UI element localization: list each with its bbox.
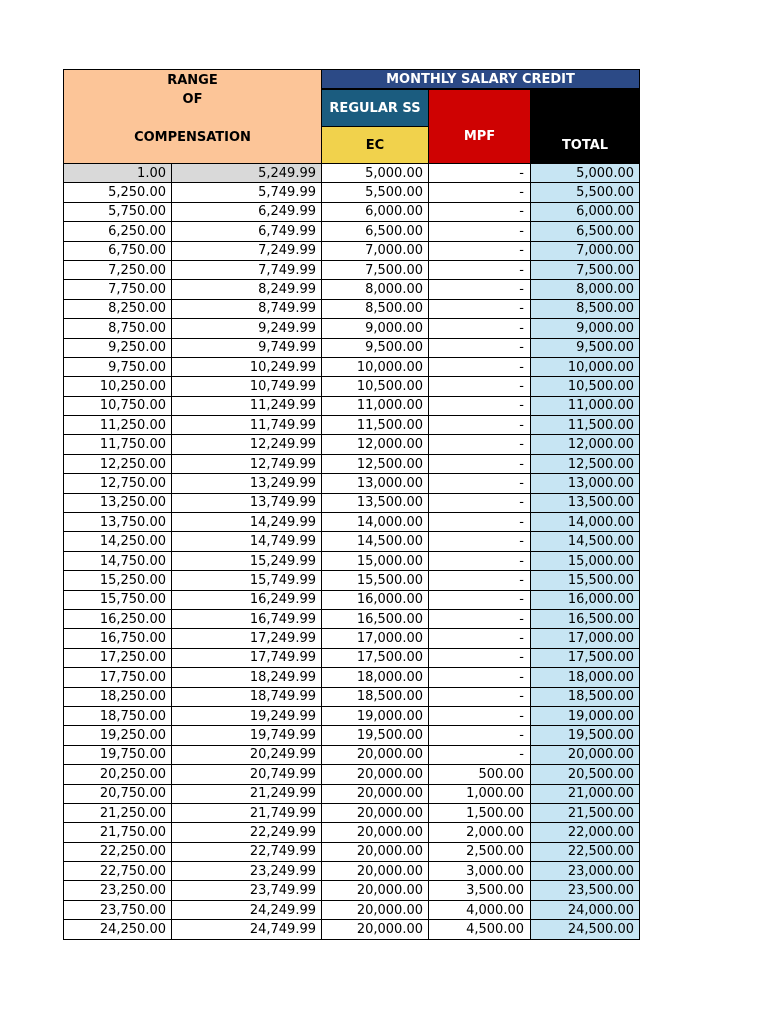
total-cell: 10,000.00 — [531, 357, 640, 376]
range-header-spacer — [64, 109, 321, 128]
range-from-cell: 15,250.00 — [64, 571, 172, 590]
range-to-cell: 5,749.99 — [172, 183, 322, 202]
mpf-cell: - — [429, 648, 531, 667]
mpf-cell: - — [429, 183, 531, 202]
table-row — [64, 687, 640, 706]
table-row — [64, 396, 640, 415]
range-header-line-1: RANGE — [167, 73, 218, 88]
range-to-cell: 8,749.99 — [172, 299, 322, 318]
ec-cell: 11,000.00 — [322, 396, 429, 415]
range-from-cell: 14,750.00 — [64, 551, 172, 570]
range-to-cell: 6,749.99 — [172, 222, 322, 241]
range-to-cell: 18,249.99 — [172, 668, 322, 687]
total-cell: 8,000.00 — [531, 280, 640, 299]
total-cell: 18,500.00 — [531, 687, 640, 706]
mpf-cell: - — [429, 164, 531, 183]
total-cell: 24,000.00 — [531, 900, 640, 919]
range-from-cell: 1.00 — [64, 164, 172, 183]
range-from-cell: 9,750.00 — [64, 357, 172, 376]
range-from-cell: 9,250.00 — [64, 338, 172, 357]
range-to-cell: 9,749.99 — [172, 338, 322, 357]
range-to-cell: 17,749.99 — [172, 648, 322, 667]
table-row — [64, 164, 640, 183]
total-cell: 7,500.00 — [531, 260, 640, 279]
ec-cell: 5,000.00 — [322, 164, 429, 183]
range-to-cell: 12,749.99 — [172, 454, 322, 473]
total-cell: 15,000.00 — [531, 551, 640, 570]
total-cell: 22,500.00 — [531, 842, 640, 861]
range-from-cell: 19,750.00 — [64, 745, 172, 764]
table-row — [64, 513, 640, 532]
mpf-cell: - — [429, 241, 531, 260]
range-from-cell: 7,750.00 — [64, 280, 172, 299]
range-to-cell: 17,249.99 — [172, 629, 322, 648]
table-row — [64, 280, 640, 299]
range-from-cell: 13,250.00 — [64, 493, 172, 512]
total-cell: 14,500.00 — [531, 532, 640, 551]
range-to-cell: 10,249.99 — [172, 357, 322, 376]
range-from-cell: 5,250.00 — [64, 183, 172, 202]
ec-cell: 16,000.00 — [322, 590, 429, 609]
range-from-cell: 20,250.00 — [64, 765, 172, 784]
total-cell: 11,000.00 — [531, 396, 640, 415]
range-from-cell: 23,750.00 — [64, 900, 172, 919]
range-from-cell: 24,250.00 — [64, 920, 172, 939]
total-cell: 9,500.00 — [531, 338, 640, 357]
total-cell: 6,500.00 — [531, 222, 640, 241]
range-to-cell: 12,249.99 — [172, 435, 322, 454]
range-from-cell: 22,750.00 — [64, 862, 172, 881]
total-cell: 15,500.00 — [531, 571, 640, 590]
ec-cell: 14,000.00 — [322, 513, 429, 532]
table-row — [64, 648, 640, 667]
range-to-cell: 6,249.99 — [172, 202, 322, 221]
range-to-cell: 7,749.99 — [172, 260, 322, 279]
ec-cell: 15,000.00 — [322, 551, 429, 570]
table-row — [64, 629, 640, 648]
total-cell: 7,000.00 — [531, 241, 640, 260]
table-row — [64, 222, 640, 241]
table-row — [64, 784, 640, 803]
ec-cell: 20,000.00 — [322, 842, 429, 861]
mpf-cell: - — [429, 590, 531, 609]
monthly-salary-credit-header: MONTHLY SALARY CREDIT — [322, 70, 640, 90]
total-cell: 9,000.00 — [531, 319, 640, 338]
mpf-cell: - — [429, 435, 531, 454]
ec-cell: 8,500.00 — [322, 299, 429, 318]
ec-cell: 16,500.00 — [322, 609, 429, 628]
ec-cell: 18,000.00 — [322, 668, 429, 687]
mpf-cell: - — [429, 513, 531, 532]
mpf-cell: 4,000.00 — [429, 900, 531, 919]
total-cell: 17,000.00 — [531, 629, 640, 648]
total-cell: 16,500.00 — [531, 609, 640, 628]
range-to-cell: 21,749.99 — [172, 803, 322, 822]
range-to-cell: 23,749.99 — [172, 881, 322, 900]
total-cell: 23,000.00 — [531, 862, 640, 881]
mpf-cell: - — [429, 416, 531, 435]
mpf-header-label: MPF — [463, 129, 496, 144]
ec-cell: 6,000.00 — [322, 202, 429, 221]
ec-cell: 12,000.00 — [322, 435, 429, 454]
mpf-cell: 500.00 — [429, 765, 531, 784]
range-to-cell: 7,249.99 — [172, 241, 322, 260]
range-to-cell: 14,749.99 — [172, 532, 322, 551]
table-row — [64, 454, 640, 473]
ec-cell: 17,500.00 — [322, 648, 429, 667]
ec-cell: 18,500.00 — [322, 687, 429, 706]
total-cell: 13,500.00 — [531, 493, 640, 512]
total-cell: 18,000.00 — [531, 668, 640, 687]
total-cell: 11,500.00 — [531, 416, 640, 435]
table-row — [64, 493, 640, 512]
mpf-cell: 4,500.00 — [429, 920, 531, 939]
range-to-cell: 22,249.99 — [172, 823, 322, 842]
range-from-cell: 11,250.00 — [64, 416, 172, 435]
mpf-cell: - — [429, 629, 531, 648]
table-row — [64, 726, 640, 745]
total-cell: 21,500.00 — [531, 803, 640, 822]
total-cell: 14,000.00 — [531, 513, 640, 532]
mpf-cell: - — [429, 668, 531, 687]
ec-cell: 9,500.00 — [322, 338, 429, 357]
range-from-cell: 16,250.00 — [64, 609, 172, 628]
mpf-cell: - — [429, 202, 531, 221]
mpf-cell: - — [429, 551, 531, 570]
mpf-cell: - — [429, 745, 531, 764]
mpf-cell: - — [429, 260, 531, 279]
mpf-cell: - — [429, 222, 531, 241]
range-to-cell: 20,249.99 — [172, 745, 322, 764]
ec-cell: 20,000.00 — [322, 765, 429, 784]
table-row — [64, 474, 640, 493]
table-row — [64, 920, 640, 939]
mpf-cell: - — [429, 396, 531, 415]
mpf-cell: 2,500.00 — [429, 842, 531, 861]
mpf-cell: - — [429, 706, 531, 725]
table-row — [64, 551, 640, 570]
table-row — [64, 183, 640, 202]
table-row — [64, 299, 640, 318]
range-from-cell: 18,750.00 — [64, 706, 172, 725]
mpf-cell: 1,000.00 — [429, 784, 531, 803]
total-header: TOTAL — [531, 89, 640, 164]
range-to-cell: 23,249.99 — [172, 862, 322, 881]
table-row — [64, 416, 640, 435]
range-from-cell: 10,750.00 — [64, 396, 172, 415]
range-to-cell: 10,749.99 — [172, 377, 322, 396]
mpf-cell: - — [429, 338, 531, 357]
ec-cell: 11,500.00 — [322, 416, 429, 435]
ec-cell: 7,500.00 — [322, 260, 429, 279]
ec-cell: 6,500.00 — [322, 222, 429, 241]
total-cell: 20,500.00 — [531, 765, 640, 784]
range-to-cell: 21,249.99 — [172, 784, 322, 803]
ec-cell: 17,000.00 — [322, 629, 429, 648]
range-to-cell: 11,249.99 — [172, 396, 322, 415]
ec-cell: 20,000.00 — [322, 862, 429, 881]
range-to-cell: 15,749.99 — [172, 571, 322, 590]
ec-cell: 10,000.00 — [322, 357, 429, 376]
total-cell: 17,500.00 — [531, 648, 640, 667]
table-row — [64, 706, 640, 725]
ec-cell: 12,500.00 — [322, 454, 429, 473]
salary-credit-table — [63, 69, 640, 940]
ec-cell: 5,500.00 — [322, 183, 429, 202]
range-to-cell: 19,749.99 — [172, 726, 322, 745]
mpf-cell: - — [429, 319, 531, 338]
table-row — [64, 241, 640, 260]
range-to-cell: 22,749.99 — [172, 842, 322, 861]
table-row — [64, 377, 640, 396]
ec-cell: 13,500.00 — [322, 493, 429, 512]
range-of-compensation-header — [64, 70, 322, 164]
total-cell: 22,000.00 — [531, 823, 640, 842]
range-header-line-2: OF — [182, 92, 203, 107]
ec-cell: 20,000.00 — [322, 823, 429, 842]
range-to-cell: 11,749.99 — [172, 416, 322, 435]
range-from-cell: 6,250.00 — [64, 222, 172, 241]
range-to-cell: 9,249.99 — [172, 319, 322, 338]
range-from-cell: 10,250.00 — [64, 377, 172, 396]
range-from-cell: 17,750.00 — [64, 668, 172, 687]
range-to-cell: 15,249.99 — [172, 551, 322, 570]
mpf-cell: 2,000.00 — [429, 823, 531, 842]
total-cell: 19,500.00 — [531, 726, 640, 745]
ec-cell: 19,500.00 — [322, 726, 429, 745]
mpf-cell: - — [429, 357, 531, 376]
range-to-cell: 19,249.99 — [172, 706, 322, 725]
range-from-cell: 22,250.00 — [64, 842, 172, 861]
table-row — [64, 532, 640, 551]
range-to-cell: 20,749.99 — [172, 765, 322, 784]
table-row — [64, 609, 640, 628]
ec-cell: 10,500.00 — [322, 377, 429, 396]
total-cell: 21,000.00 — [531, 784, 640, 803]
range-from-cell: 17,250.00 — [64, 648, 172, 667]
range-from-cell: 21,750.00 — [64, 823, 172, 842]
table-row — [64, 668, 640, 687]
total-cell: 12,000.00 — [531, 435, 640, 454]
table-row — [64, 803, 640, 822]
table-row — [64, 823, 640, 842]
table-row — [64, 319, 640, 338]
table-row — [64, 745, 640, 764]
mpf-cell: 1,500.00 — [429, 803, 531, 822]
range-to-cell: 24,749.99 — [172, 920, 322, 939]
table-row — [64, 765, 640, 784]
range-from-cell: 21,250.00 — [64, 803, 172, 822]
ec-cell: 13,000.00 — [322, 474, 429, 493]
range-to-cell: 16,749.99 — [172, 609, 322, 628]
mpf-cell: - — [429, 474, 531, 493]
mpf-cell: - — [429, 571, 531, 590]
ec-cell: 20,000.00 — [322, 803, 429, 822]
range-from-cell: 23,250.00 — [64, 881, 172, 900]
table-row — [64, 202, 640, 221]
ec-cell: 9,000.00 — [322, 319, 429, 338]
table-row — [64, 338, 640, 357]
ec-cell: 15,500.00 — [322, 571, 429, 590]
total-cell: 5,500.00 — [531, 183, 640, 202]
table-row — [64, 842, 640, 861]
mpf-cell: - — [429, 299, 531, 318]
range-to-cell: 24,249.99 — [172, 900, 322, 919]
range-to-cell: 13,249.99 — [172, 474, 322, 493]
mpf-cell: - — [429, 280, 531, 299]
range-header-line-3: COMPENSATION — [134, 130, 251, 145]
total-cell: 5,000.00 — [531, 164, 640, 183]
total-cell: 23,500.00 — [531, 881, 640, 900]
table-row — [64, 260, 640, 279]
range-from-cell: 18,250.00 — [64, 687, 172, 706]
total-cell: 13,000.00 — [531, 474, 640, 493]
range-from-cell: 12,250.00 — [64, 454, 172, 473]
range-from-cell: 8,750.00 — [64, 319, 172, 338]
ec-cell: 20,000.00 — [322, 745, 429, 764]
mpf-cell: - — [429, 377, 531, 396]
table-row — [64, 357, 640, 376]
range-from-cell: 8,250.00 — [64, 299, 172, 318]
range-from-cell: 14,250.00 — [64, 532, 172, 551]
table-row — [64, 900, 640, 919]
salary-credit-rows — [64, 164, 640, 940]
regular-ss-header: REGULAR SS — [322, 89, 429, 127]
mpf-cell: - — [429, 726, 531, 745]
range-from-cell: 6,750.00 — [64, 241, 172, 260]
range-from-cell: 15,750.00 — [64, 590, 172, 609]
ec-cell: 20,000.00 — [322, 920, 429, 939]
mpf-cell: - — [429, 609, 531, 628]
ec-cell: 20,000.00 — [322, 881, 429, 900]
total-cell: 8,500.00 — [531, 299, 640, 318]
range-from-cell: 11,750.00 — [64, 435, 172, 454]
range-to-cell: 14,249.99 — [172, 513, 322, 532]
total-cell: 20,000.00 — [531, 745, 640, 764]
range-from-cell: 5,750.00 — [64, 202, 172, 221]
range-from-cell: 12,750.00 — [64, 474, 172, 493]
mpf-cell: 3,500.00 — [429, 881, 531, 900]
table-row — [64, 571, 640, 590]
mpf-cell: - — [429, 454, 531, 473]
range-from-cell: 16,750.00 — [64, 629, 172, 648]
ec-cell: 8,000.00 — [322, 280, 429, 299]
total-cell: 6,000.00 — [531, 202, 640, 221]
mpf-cell: - — [429, 493, 531, 512]
table-row — [64, 435, 640, 454]
range-from-cell: 13,750.00 — [64, 513, 172, 532]
table-row — [64, 881, 640, 900]
mpf-cell: 3,000.00 — [429, 862, 531, 881]
mpf-cell: - — [429, 532, 531, 551]
range-to-cell: 5,249.99 — [172, 164, 322, 183]
ec-cell: 19,000.00 — [322, 706, 429, 725]
range-from-cell: 20,750.00 — [64, 784, 172, 803]
total-cell: 19,000.00 — [531, 706, 640, 725]
ec-cell: 7,000.00 — [322, 241, 429, 260]
ec-header: EC — [322, 127, 429, 164]
range-to-cell: 13,749.99 — [172, 493, 322, 512]
mpf-header — [429, 89, 531, 164]
ec-cell: 20,000.00 — [322, 784, 429, 803]
range-from-cell: 19,250.00 — [64, 726, 172, 745]
total-cell: 12,500.00 — [531, 454, 640, 473]
total-cell: 16,000.00 — [531, 590, 640, 609]
range-to-cell: 16,249.99 — [172, 590, 322, 609]
total-cell: 24,500.00 — [531, 920, 640, 939]
ec-cell: 20,000.00 — [322, 900, 429, 919]
total-cell: 10,500.00 — [531, 377, 640, 396]
range-from-cell: 7,250.00 — [64, 260, 172, 279]
table-row — [64, 862, 640, 881]
mpf-cell: - — [429, 687, 531, 706]
ec-cell: 14,500.00 — [322, 532, 429, 551]
range-to-cell: 8,249.99 — [172, 280, 322, 299]
range-to-cell: 18,749.99 — [172, 687, 322, 706]
table-row — [64, 590, 640, 609]
